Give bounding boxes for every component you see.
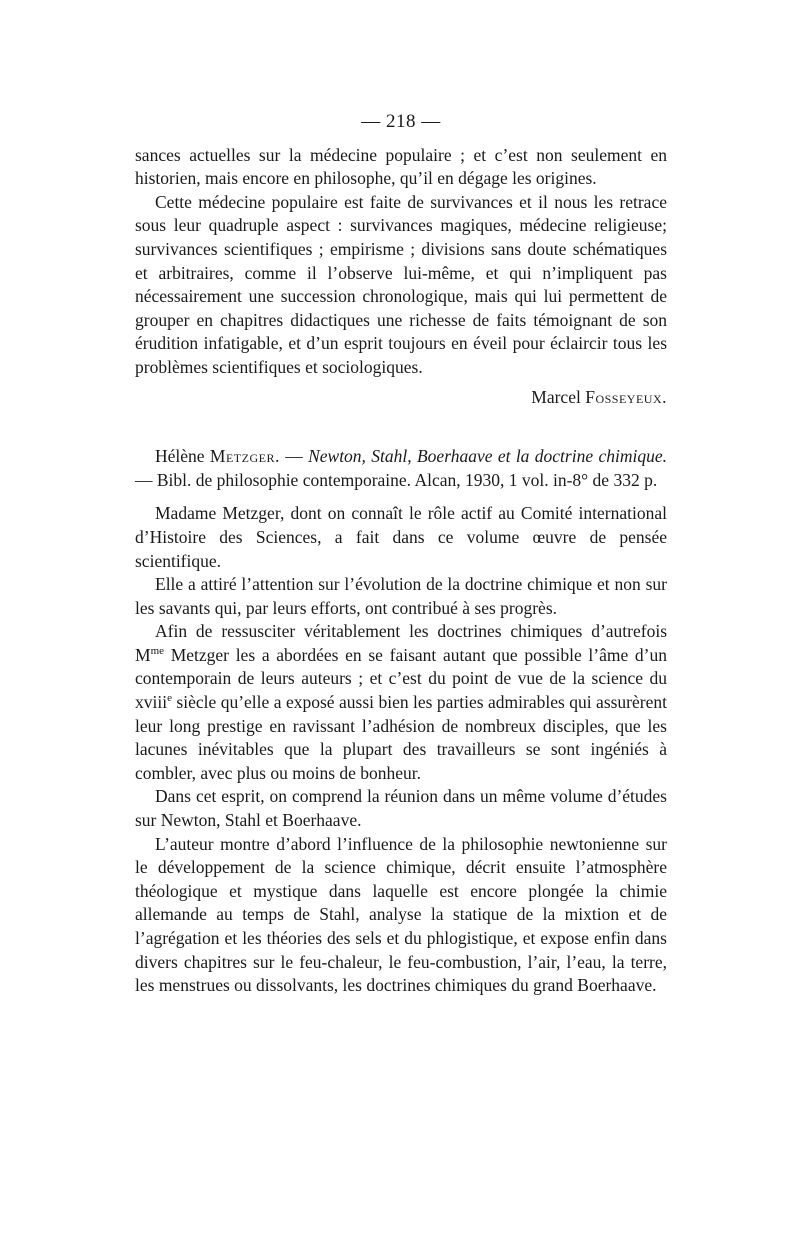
paragraph-continuation: sances actuelles sur la médecine populaire ; et c’est non seulement en historien, mais encore en philosophe, qu’il en dégage les origines. [135, 144, 667, 189]
signature-first-name: Marcel [531, 386, 581, 407]
paragraph-esprit: Dans cet esprit, on comprend la réunion dans un même volume d’études sur Newton, Stahl et Boerhaave. [135, 786, 667, 831]
publication-details: Bibl. de philosophie contemporaine. Alcan, 1930, 1 vol. in-8° de 332 p. [156, 469, 658, 490]
reference-dash: — [135, 469, 157, 490]
text-segment: Afin de ressusciter véritablement les doctrines chimiques d’autrefois M [135, 621, 667, 665]
paragraph-survivances: Cette médecine populaire est faite de survivances et il nous les retrace sous leur quadruple aspect : survivances magiques, médecine religieuse; survivances scientifiques ; empirisme ; divisions sans doute schématiques et arbitraires, comme il l’observe lui-même, et qui n’impliquent pas nécessairement une succession chronologique, mais qui lui permettent de grouper en chapitres didactiques une richesse de faits témoignant de son érudition infatigable, et d’un esprit toujours en éveil pour éclaircir tous les problèmes scientifiques et sociologiques. [135, 191, 667, 377]
review-signature [135, 386, 667, 410]
document-page [135, 110, 667, 998]
paragraph-ressusciter [135, 620, 667, 785]
paragraph-madame-metzger: Madame Metzger, dont on connaît le rôle actif au Comité international d’Histoire des Sciences, a fait dans ce volume œuvre de pensée scientifique. [135, 503, 667, 571]
superscript: me [150, 645, 165, 658]
paragraph-auteur: L’auteur montre d’abord l’influence de la philosophie newtonienne sur le développement de la science chimique, décrit ensuite l’atmosphère théologique et mystique dans laquelle est encore plongée la chimie allemande au temps de Stahl, analyse la statique de la mixtion et de l’agrégation et les théories des sels et du phlogistique, et expose enfin dans divers chapitres sur le feu-chaleur, le feu-combustion, l’air, l’eau, la terre, les menstrues ou dissolvants, les doctrines chimiques du grand Boerhaave. [135, 833, 667, 996]
book-title: Newton, Stahl, Boerhaave et la doctrine chimique. [308, 446, 667, 467]
text-segment: Metzger les a abordées en se faisant autant que possible l’âme d’un contemporain de leurs auteurs ; et c’est du point de vue de la science du xviii [135, 644, 667, 713]
reference-dash: — [279, 446, 309, 467]
signature-last-name: Fosseyeux. [585, 386, 667, 407]
superscript: e [167, 692, 172, 705]
section-separator [135, 409, 667, 445]
review-metzger [135, 445, 667, 998]
paragraph-attention: Elle a attiré l’attention sur l’évolution de la doctrine chimique et non sur les savants qui, par leurs efforts, ont contribué à ses progrès. [135, 574, 667, 618]
book-reference [135, 445, 667, 492]
text-segment: siècle qu’elle a exposé aussi bien les parties admirables qui assurèrent leur long prestige en ravissant l’adhésion de nombreux disciples, que les lacunes inévitables que la plupart des travailleurs se sont ingéniés à combler, avec plus ou moins de bonheur. [135, 692, 667, 783]
author-first-name: Hélène [155, 446, 205, 467]
review-fosseyeux [135, 144, 667, 410]
author-last-name: Metzger. [209, 446, 280, 467]
page-number: — 218 — [361, 111, 441, 132]
